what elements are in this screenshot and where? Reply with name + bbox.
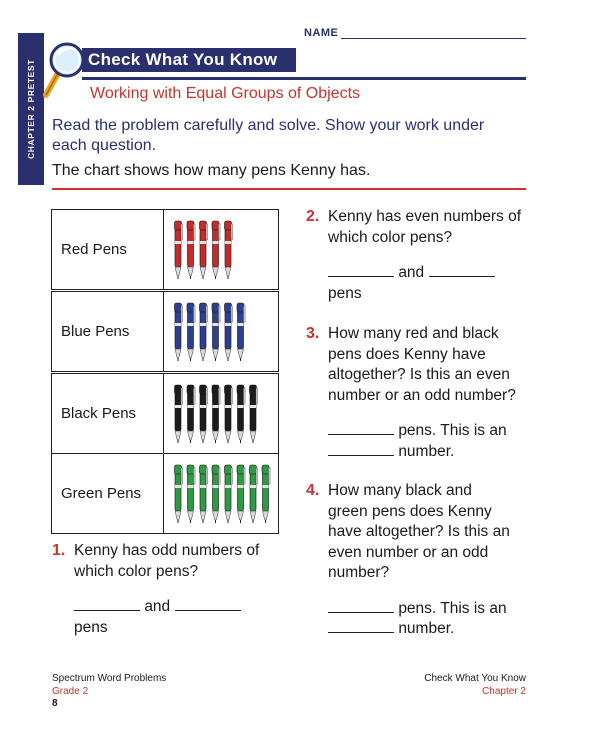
magnifier-icon <box>40 41 90 101</box>
answer-blank[interactable] <box>328 442 394 456</box>
pen-row-pens <box>164 210 279 291</box>
question-text: pens does Kenny have <box>328 345 486 363</box>
instructions: Read the problem carefully and solve. Show your work under each question. <box>52 117 485 154</box>
subtitle: Working with Equal Groups of Objects <box>90 85 361 102</box>
question-4 <box>306 481 536 651</box>
name-line[interactable] <box>341 38 526 39</box>
answer-blank[interactable] <box>328 421 394 435</box>
pen-row-pens <box>164 454 279 534</box>
page-number: 8 <box>52 698 58 709</box>
question-3 <box>306 324 536 474</box>
question-text: Kenny has even numbers of <box>328 208 522 225</box>
pen-icon <box>225 465 233 523</box>
answer-blank[interactable] <box>328 599 394 613</box>
pen-row-green <box>52 454 279 534</box>
section-rule <box>52 188 526 190</box>
answer-blank[interactable] <box>175 597 241 611</box>
answer-text: number. <box>398 442 455 460</box>
pen-row-pens <box>164 291 279 373</box>
tail-text: pens <box>328 284 362 302</box>
pen-icon <box>225 385 233 443</box>
question-text: altogether? Is this an even <box>328 366 510 383</box>
pen-icon <box>200 303 208 361</box>
pen-row-label: Red Pens <box>52 210 164 291</box>
question-number: 1. <box>52 542 66 559</box>
pen-icon <box>175 221 183 279</box>
pen-row-pens <box>164 373 279 454</box>
pen-icon <box>187 465 195 523</box>
question-number: 3. <box>306 325 320 342</box>
question-1 <box>52 541 292 651</box>
chart-intro: The chart shows how many pens Kenny has. <box>52 162 371 179</box>
pen-icon <box>225 221 233 279</box>
pen-icon <box>212 221 220 279</box>
answer-text: number. <box>398 620 455 637</box>
answer-blank[interactable] <box>328 263 394 277</box>
question-text: Kenny has odd numbers of <box>74 542 260 559</box>
book-title: Spectrum Word Problems <box>52 673 167 684</box>
chapter-label: Chapter 2 <box>482 686 526 697</box>
answer-blank[interactable] <box>328 619 394 633</box>
footer-right <box>390 672 526 698</box>
pen-icon <box>262 465 270 523</box>
pen-icon <box>250 465 258 523</box>
question-number: 2. <box>306 208 320 225</box>
pen-row-label: Black Pens <box>52 373 164 454</box>
question-2 <box>306 207 536 307</box>
pen-icon <box>175 465 183 523</box>
question-text: How many red and black <box>328 325 499 342</box>
pen-chart <box>51 209 279 534</box>
answer-blank[interactable] <box>429 263 495 277</box>
pen-icon <box>225 303 233 361</box>
question-text: which color pens? <box>74 562 199 580</box>
answer-text: pens. This is an <box>398 599 507 617</box>
side-tab-text: CHAPTER 2 PRETEST <box>26 59 36 159</box>
pen-icon <box>212 465 220 523</box>
pen-icon <box>212 385 220 443</box>
and-text: and <box>144 598 171 615</box>
and-text: and <box>398 264 425 281</box>
pen-icon <box>200 465 208 523</box>
title-rule <box>82 77 526 80</box>
pen-row-black <box>52 373 279 454</box>
name-label: NAME <box>304 27 339 39</box>
grade-label: Grade 2 <box>52 686 89 697</box>
pen-icon <box>212 303 220 361</box>
pen-row-blue <box>52 291 279 373</box>
pen-icon <box>200 221 208 279</box>
answer-blank[interactable] <box>74 597 140 611</box>
pen-row-label: Blue Pens <box>52 291 164 373</box>
pen-row-red <box>52 210 279 291</box>
pen-icon <box>187 385 195 443</box>
question-text: have altogether? Is this an <box>328 523 510 540</box>
question-text: even number or an odd <box>328 543 489 561</box>
pen-icon <box>187 221 195 279</box>
pen-icon <box>250 385 258 443</box>
tail-text: pens <box>74 618 108 636</box>
question-text: How many black and <box>328 482 472 499</box>
question-text: number? <box>328 564 390 581</box>
title-banner <box>82 48 296 72</box>
page-title: Check What You Know <box>88 50 278 69</box>
pen-icon <box>237 385 245 443</box>
question-text: green pens does Kenny <box>328 502 492 520</box>
question-number: 4. <box>306 482 320 499</box>
question-text: number or an odd number? <box>328 386 516 404</box>
section-name: Check What You Know <box>424 673 526 684</box>
pen-row-label: Green Pens <box>52 454 164 534</box>
pen-icon <box>200 385 208 443</box>
pen-icon <box>237 465 245 523</box>
pen-icon <box>237 303 245 361</box>
pen-icon <box>175 385 183 443</box>
answer-text: pens. This is an <box>398 422 507 439</box>
question-text: which color pens? <box>328 228 453 246</box>
footer-left <box>52 672 166 698</box>
pen-icon <box>187 303 195 361</box>
pen-icon <box>175 303 183 361</box>
